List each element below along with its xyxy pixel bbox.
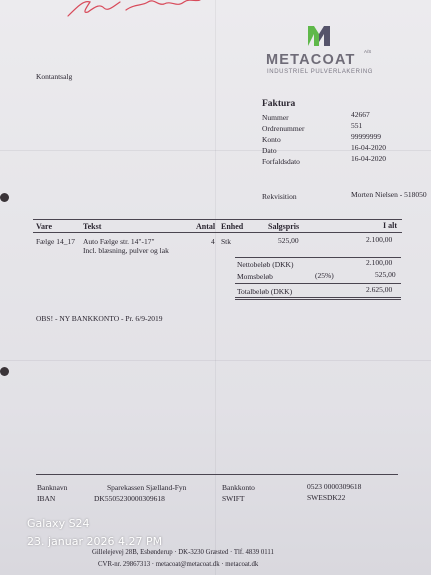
- punch-hole: [0, 193, 9, 202]
- bank-rule: [36, 474, 398, 475]
- footer-contact: CVR-nr. 29867313 · metacoat@metacoat.dk · metacoat.dk: [98, 561, 259, 568]
- swift-label: SWIFT: [222, 494, 245, 503]
- field-label-date: Dato: [262, 146, 277, 155]
- col-header-total: I alt: [383, 221, 397, 230]
- camera-datetime-stamp: 23. januar 2026 4.27 PM: [27, 535, 163, 548]
- field-label-number: Nummer: [262, 113, 289, 122]
- field-label-due-date: Forfaldsdato: [262, 157, 300, 166]
- col-header-text: Tekst: [83, 222, 102, 231]
- signature-scribble: [64, 0, 204, 22]
- bank-name-value: Sparekassen Sjælland-Fyn: [107, 483, 187, 492]
- row-total: 2.100,00: [366, 235, 393, 244]
- col-header-price: Salgspris: [268, 222, 300, 231]
- metacoat-logo-icon: [306, 24, 332, 46]
- vat-value: 525,00: [375, 270, 396, 279]
- totals-bottom-rule: [235, 297, 401, 298]
- row-text-line1: Auto Fælge str. 14"-17": [83, 237, 155, 246]
- footer-address: Gillelejevej 28B, Esbønderup · DK-3230 Græsted · Tlf. 4839 0111: [92, 549, 274, 556]
- field-value-number: 42667: [351, 110, 370, 119]
- vat-label: Momsbeløb: [237, 272, 273, 281]
- requisition-label: Rekvisition: [262, 192, 297, 201]
- row-price: 525,00: [278, 236, 299, 245]
- col-header-qty: Antal: [196, 222, 216, 231]
- row-text-line2: Incl. blæsning, pulver og lak: [83, 246, 169, 255]
- requisition-value: Morten Nielsen - 518050: [351, 190, 427, 199]
- swift-value: SWESDK22: [307, 493, 346, 502]
- col-header-unit: Enhed: [221, 222, 244, 231]
- sale-type: Kontantsalg: [36, 72, 73, 81]
- bank-notice: OBS! - NY BANKKONTO - Pr. 6/9-2019: [36, 314, 163, 323]
- row-unit: Stk: [221, 237, 232, 246]
- row-item: Fælge 14_17: [36, 237, 75, 246]
- paper-fold: [215, 0, 216, 575]
- field-value-order: 551: [351, 121, 363, 130]
- total-label: Totalbeløb (DKK): [237, 287, 293, 296]
- iban-label: IBAN: [37, 494, 56, 503]
- net-value: 2.100,00: [366, 258, 393, 267]
- vat-rate: (25%): [315, 271, 334, 280]
- net-label: Nettobeløb (DKK): [237, 260, 294, 269]
- bank-account-value: 0523 0000309618: [307, 482, 362, 491]
- brand-suffix: A/S: [364, 49, 372, 54]
- field-value-date: 16-04-2020: [351, 143, 386, 152]
- punch-hole: [0, 367, 9, 376]
- totals-mid-rule: [235, 283, 401, 284]
- field-value-account: 99999999: [351, 132, 381, 141]
- bank-account-label: Bankkonto: [222, 483, 255, 492]
- field-label-account: Konto: [262, 135, 281, 144]
- table-header-rule: [33, 232, 402, 233]
- bank-name-label: Banknavn: [37, 483, 68, 492]
- col-header-item: Vare: [36, 222, 52, 231]
- brand-name: METACOAT: [266, 52, 356, 68]
- camera-device-stamp: Galaxy S24: [27, 517, 90, 530]
- row-qty: 4: [211, 237, 215, 246]
- brand-tagline: INDUSTRIEL PULVERLAKERING: [267, 69, 374, 75]
- total-value: 2.625,00: [366, 285, 393, 294]
- invoice-heading: Faktura: [262, 99, 296, 109]
- field-label-order: Ordrenummer: [262, 124, 305, 133]
- field-value-due-date: 16-04-2020: [351, 154, 386, 163]
- table-top-rule: [33, 219, 402, 220]
- iban-value: DK5505230000309618: [94, 494, 165, 503]
- totals-double-rule: [235, 299, 401, 300]
